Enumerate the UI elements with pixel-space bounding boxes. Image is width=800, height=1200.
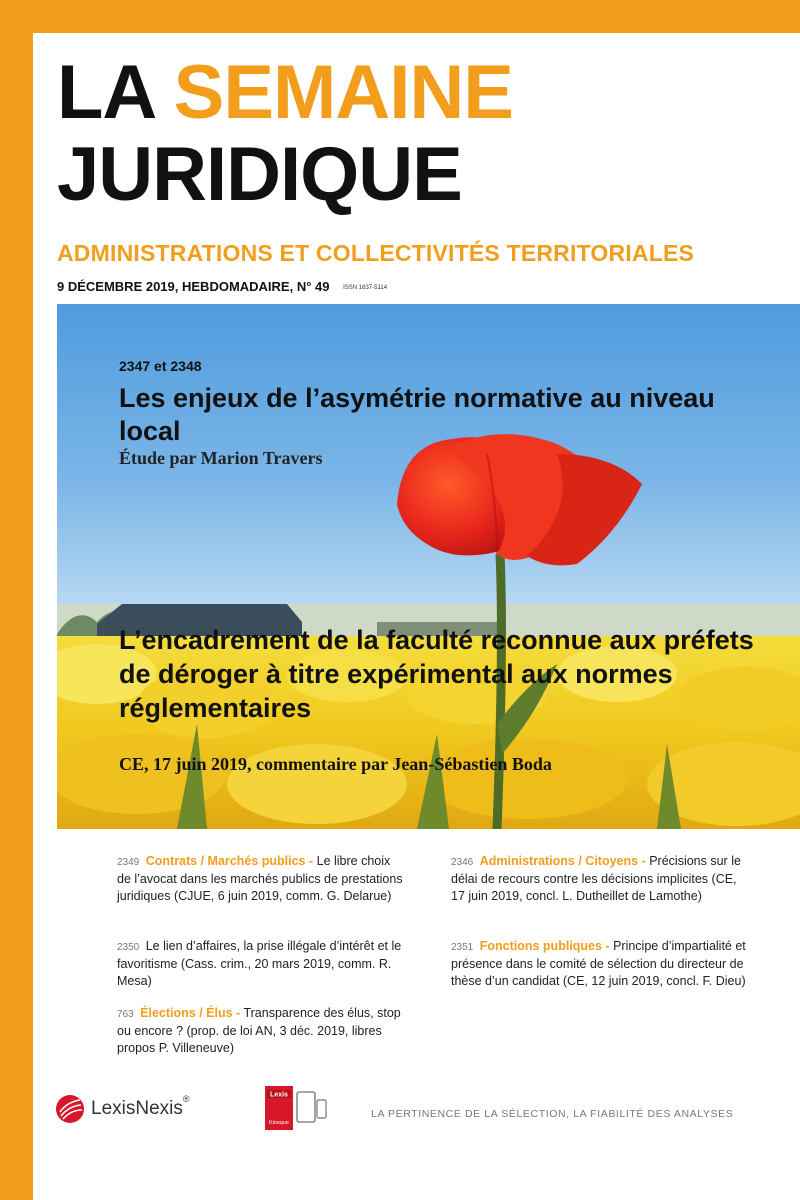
summary-entry-2349 [117,853,407,905]
entry-number: 2350 [117,942,140,953]
kiosque-label-kiosque: Kiosque [269,1120,289,1126]
entry-number: 763 [117,1009,134,1020]
entry-text: Le libre choix de l’avocat dans les marchés publics de prestations juridiques (CJUE, 6 juin 2019, comm. G. Delarue) [117,854,403,903]
article1-numbers: 2347 et 2348 [119,358,202,374]
entry-category: Élections / Élus - [140,1006,241,1020]
lexisnexis-logo [55,1094,190,1124]
cover-photo [57,304,800,829]
masthead-title-line1 [57,50,513,135]
article1-title: Les enjeux de l’asymétrie normative au niveau local [119,383,715,446]
entry-text: Principe d’impartialité et présence dans le comité de sélection du directeur de thèse d’un candidat (CE, 12 juin 2019, concl. F. Dieu) [451,939,746,988]
entry-number: 2351 [451,942,474,953]
issue-line [57,279,387,294]
masthead-subtitle: ADMINISTRATIONS ET COLLECTIVITÉS TERRITORIALES [57,240,695,266]
tablet-icon [297,1092,315,1122]
entry-number: 2349 [117,857,140,868]
summary-entry-2351 [451,938,751,990]
masthead-word-semaine: SEMAINE [173,50,513,135]
issue-date: 9 DÉCEMBRE 2019, HEBDOMADAIRE, N° 49 [57,279,330,294]
summary-entry-2350 [117,938,407,990]
lexis-kiosque-logo [265,1084,327,1134]
entry-category: Contrats / Marchés publics - [145,854,314,868]
article1-author: Étude par Marion Travers [119,448,323,468]
article2-title: L’encadrement de la faculté reconnue aux préfets de déroger à titre expérimental aux normes réglementaires [119,625,754,723]
entry-text: Transparence des élus, stop ou encore ? (prop. de loi AN, 3 déc. 2019, libres propos P. Villeneuve) [117,1006,401,1055]
entry-category: Administrations / Citoyens - [479,854,646,868]
summary-entry-2346 [451,853,751,905]
summary-entry-763 [117,1005,407,1057]
footer-tagline: LA PERTINENCE DE LA SÉLECTION, LA FIABILITÉ DES ANALYSES [371,1108,734,1120]
kiosque-label-lexis: Lexis [270,1091,288,1099]
masthead-word-juridique: JURIDIQUE [57,132,462,217]
entry-text: Le lien d’affaires, la prise illégale d’intérêt et le favoritisme (Cass. crim., 20 mars 2019, comm. R. Mesa) [117,939,402,988]
brand-name: LexisNexis [91,1098,183,1119]
entry-number: 2346 [451,857,474,868]
phone-icon [317,1100,326,1118]
lexisnexis-logo-icon [55,1094,85,1124]
masthead-word-la: LA [57,50,154,135]
entry-text: Précisions sur le délai de recours contre les décisions implicites (CE, 17 juin 2019, concl. L. Dutheillet de Lamothe) [451,854,741,903]
entry-category: Fonctions publiques - [479,939,610,953]
registered-mark: ® [182,1094,190,1104]
magazine-cover [33,33,800,1200]
article2-author: CE, 17 juin 2019, commentaire par Jean-Sébastien Boda [119,754,552,774]
issn: ISSN 1637-5114 [343,284,388,291]
